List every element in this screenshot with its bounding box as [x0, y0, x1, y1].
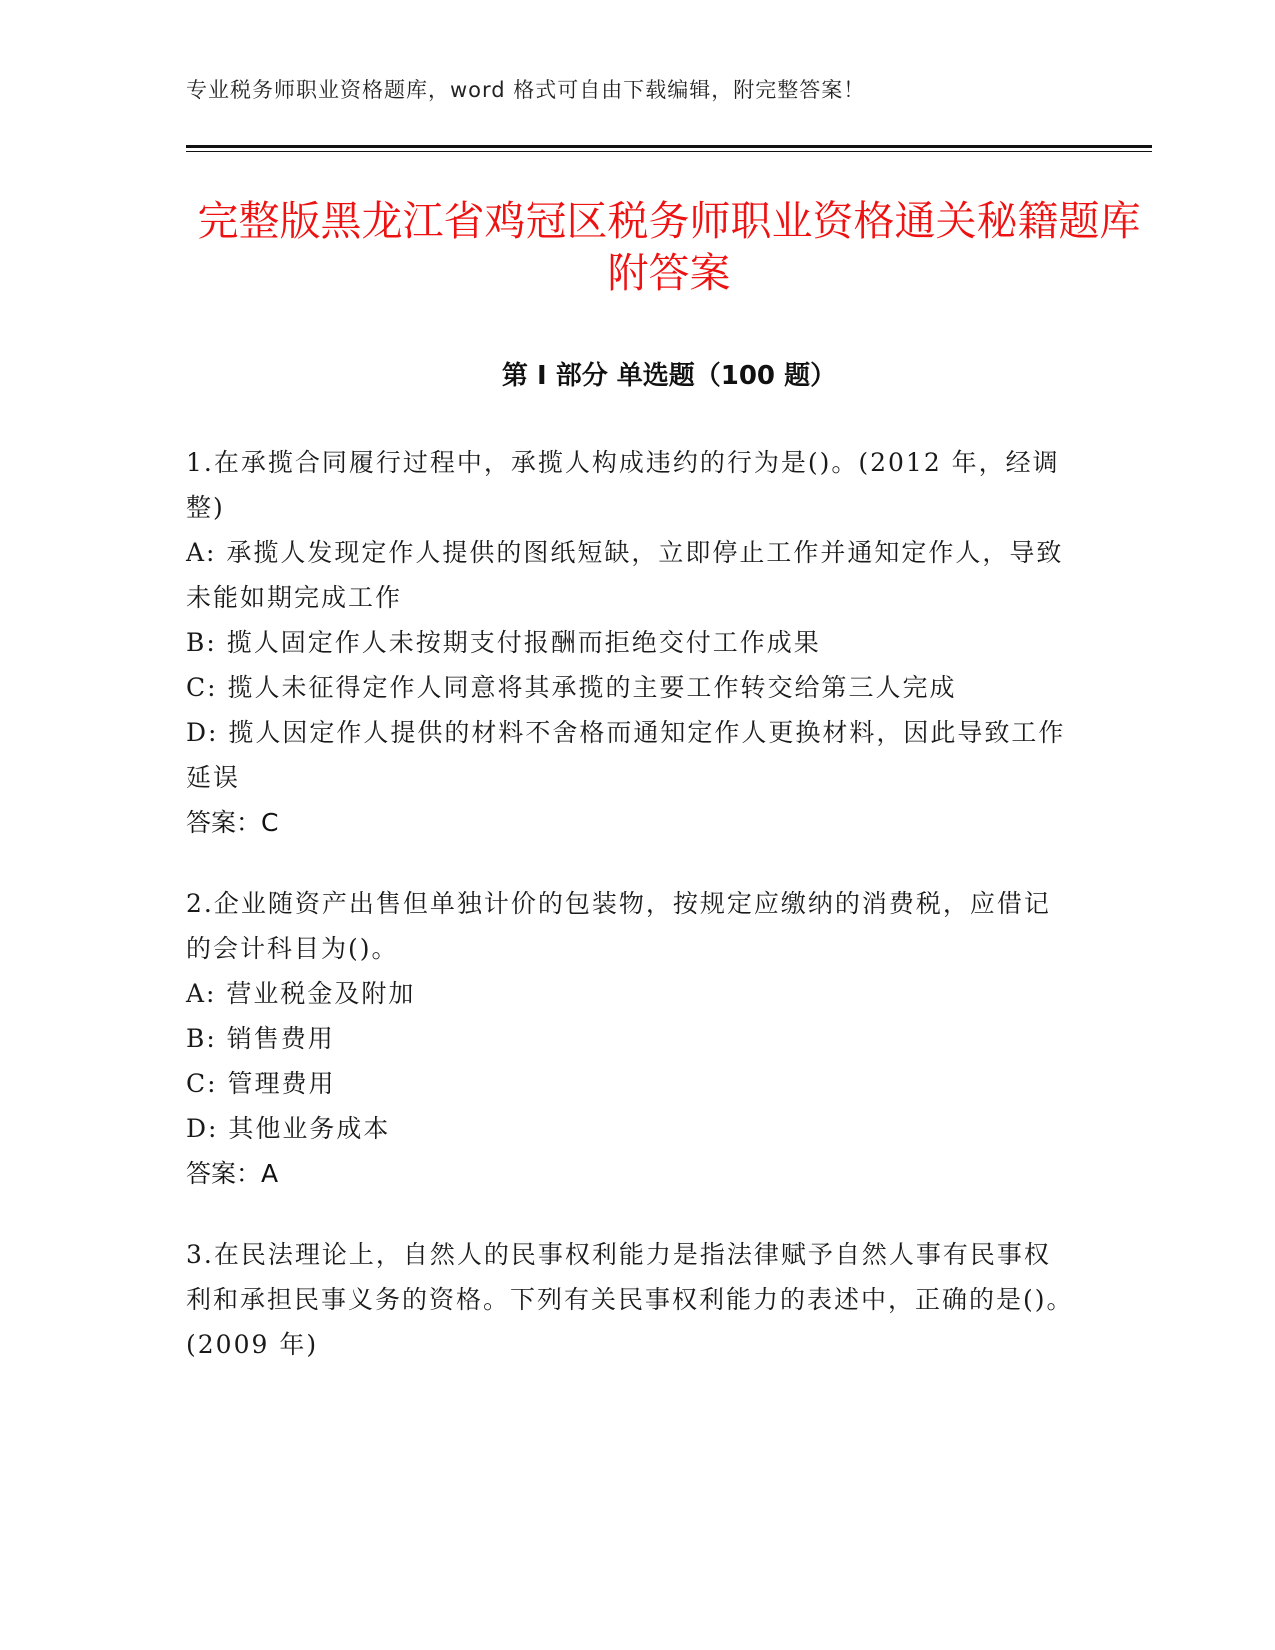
answer: 答案：A — [186, 1159, 279, 1188]
answer: 答案：C — [186, 808, 279, 837]
option-c: C: 揽人未征得定作人同意将其承揽的主要工作转交给第三人完成 — [186, 673, 957, 702]
question-stem: 3.在民法理论上，自然人的民事权利能力是指法律赋予自然人事有民事权利和承担民事义务的资格。下列有关民事权利能力的表述中，正确的是()。(2009 年) — [186, 1240, 1074, 1359]
header-rule-thin — [186, 151, 1152, 152]
question-1 — [186, 440, 1076, 845]
option-a: A: 承揽人发现定作人提供的图纸短缺，立即停止工作并通知定作人，导致未能如期完成工作 — [186, 538, 1064, 612]
question-3 — [186, 1232, 1076, 1367]
header-note: 专业税务师职业资格题库，word 格式可自由下载编辑，附完整答案！ — [186, 78, 866, 102]
option-b: B: 销售费用 — [186, 1024, 335, 1053]
option-a: A: 营业税金及附加 — [186, 979, 416, 1008]
question-stem: 1.在承揽合同履行过程中，承揽人构成违约的行为是()。(2012 年，经调整) — [186, 448, 1060, 522]
option-b: B: 揽人固定作人未按期支付报酬而拒绝交付工作成果 — [186, 628, 821, 657]
question-2 — [186, 881, 1076, 1196]
document-title: 完整版黑龙江省鸡冠区税务师职业资格通关秘籍题库附答案 — [197, 197, 1141, 297]
question-list — [186, 440, 1076, 1403]
option-c: C: 管理费用 — [186, 1069, 336, 1098]
section-heading: 第 I 部分 单选题（100 题） — [501, 361, 837, 391]
header-rule — [186, 145, 1152, 148]
question-stem: 2.企业随资产出售但单独计价的包装物，按规定应缴纳的消费税，应借记的会计科目为()。 — [186, 889, 1051, 963]
option-d: D: 揽人因定作人提供的材料不舍格而通知定作人更换材料，因此导致工作延误 — [186, 718, 1066, 792]
option-d: D: 其他业务成本 — [186, 1114, 391, 1143]
